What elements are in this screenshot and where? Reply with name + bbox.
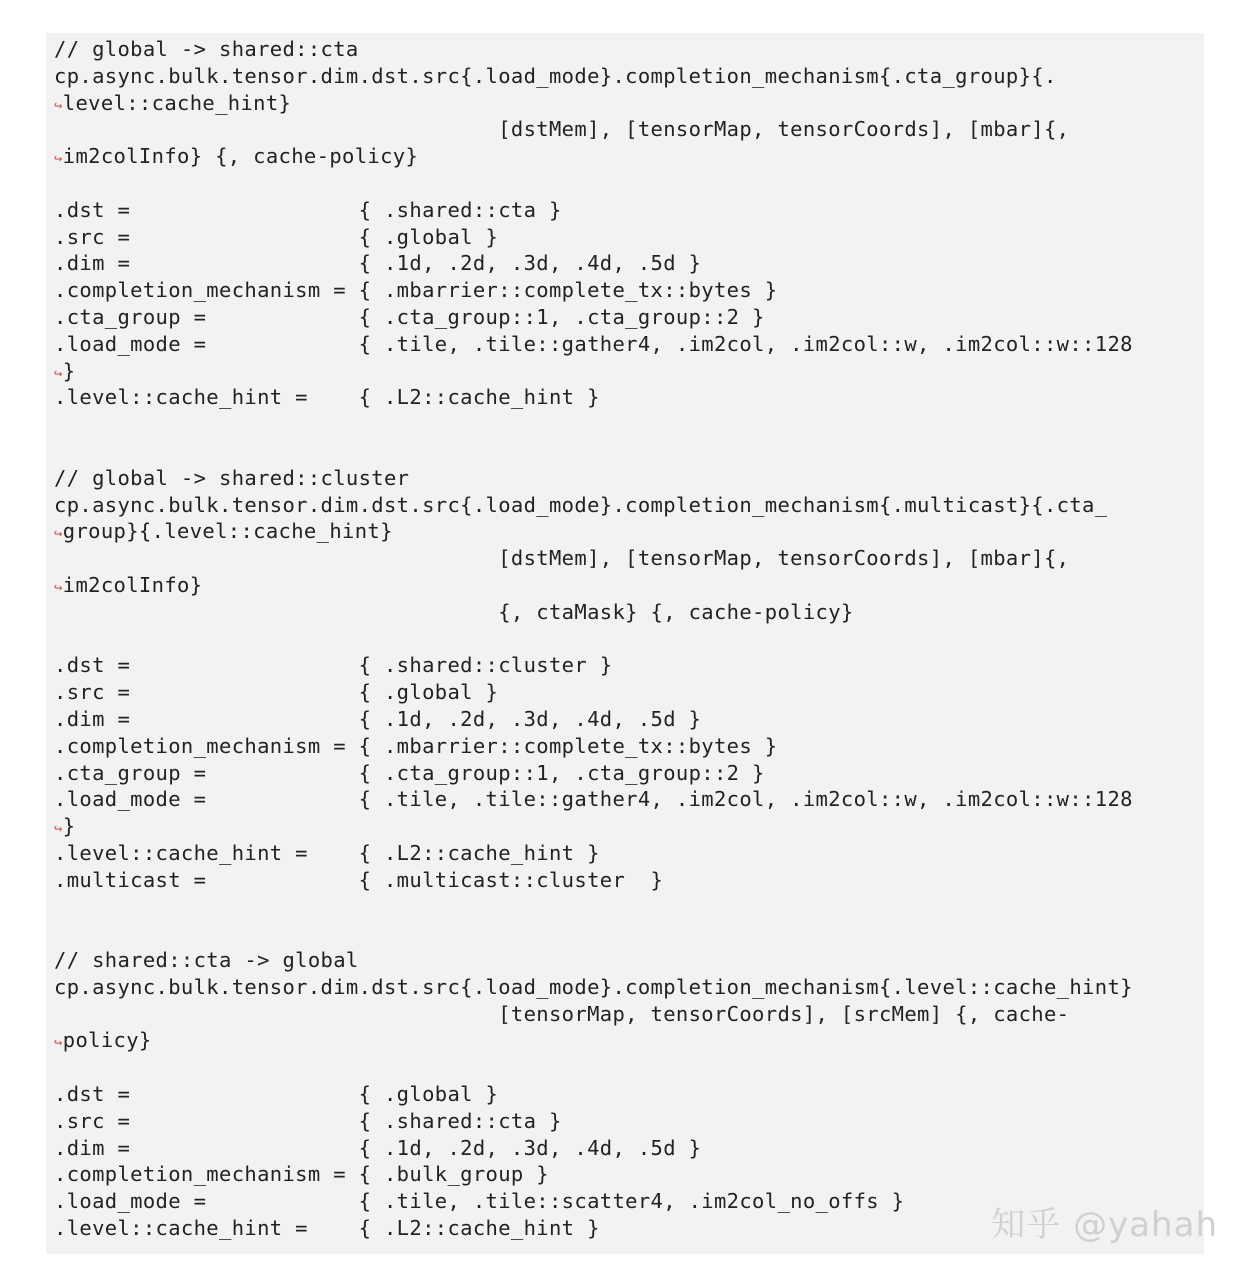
code-line	[54, 706, 1204, 733]
code-line	[54, 894, 1204, 921]
code-line	[54, 116, 1204, 143]
line-wrap-arrow-icon: ↪	[54, 365, 63, 382]
code-line-text: im2colInfo} {, cache-policy}	[62, 144, 419, 169]
code-line-text: policy}	[62, 1028, 152, 1053]
code-line-text: .completion_mechanism = { .mbarrier::complete_tx::bytes }	[54, 278, 778, 303]
code-line-text: level::cache_hint}	[62, 90, 292, 115]
code-line-text: cp.async.bulk.tensor.dim.dst.src{.load_mode}.completion_mechanism{.cta_group}{.	[54, 63, 1057, 88]
code-line	[54, 679, 1204, 706]
code-line-text: .load_mode = { .tile, .tile::gather4, .im2col, .im2col::w, .im2col::w::128	[54, 331, 1133, 356]
code-line	[54, 1135, 1204, 1162]
code-line	[54, 974, 1204, 1001]
code-line	[54, 331, 1204, 358]
code-line	[54, 947, 1204, 974]
code-line-text: .multicast = { .multicast::cluster }	[54, 867, 664, 892]
code-line-text: .dst = { .global }	[54, 1082, 499, 1107]
code-line-text: .dim = { .1d, .2d, .3d, .4d, .5d }	[54, 706, 702, 731]
code-line	[54, 170, 1204, 197]
code-line-text: .dst = { .shared::cluster }	[54, 653, 613, 678]
code-line	[54, 358, 1204, 385]
code-line	[54, 599, 1204, 626]
code-line-text: .level::cache_hint = { .L2::cache_hint }	[54, 385, 600, 410]
code-line	[54, 224, 1204, 251]
code-line	[54, 545, 1204, 572]
code-line	[54, 250, 1204, 277]
code-line-text: .dim = { .1d, .2d, .3d, .4d, .5d }	[54, 1135, 702, 1160]
code-line	[54, 465, 1204, 492]
code-line	[54, 920, 1204, 947]
code-line-text: // global -> shared::cluster	[54, 465, 410, 490]
code-line-text: .src = { .shared::cta }	[54, 1108, 562, 1133]
code-line-text: .dst = { .shared::cta }	[54, 197, 562, 222]
code-line-text: .cta_group = { .cta_group::1, .cta_group::2 }	[54, 760, 765, 785]
code-line	[54, 813, 1204, 840]
code-line	[54, 143, 1204, 170]
code-line-text: group}{.level::cache_hint}	[62, 519, 393, 544]
code-line-text: .load_mode = { .tile, .tile::gather4, .im2col, .im2col::w, .im2col::w::128	[54, 787, 1133, 812]
code-line	[54, 277, 1204, 304]
code-line-text: .completion_mechanism = { .bulk_group }	[54, 1162, 549, 1187]
code-line	[54, 1161, 1204, 1188]
line-wrap-arrow-icon: ↪	[54, 821, 63, 838]
code-line	[54, 840, 1204, 867]
code-line	[54, 760, 1204, 787]
code-line	[54, 384, 1204, 411]
line-wrap-arrow-icon: ↪	[54, 151, 63, 168]
code-line-text: [tensorMap, tensorCoords], [srcMem] {, cache-	[54, 1001, 1070, 1026]
code-line-text: .src = { .global }	[54, 680, 499, 705]
code-line	[54, 411, 1204, 438]
code-line	[54, 438, 1204, 465]
code-line	[54, 626, 1204, 653]
code-line	[54, 1001, 1204, 1028]
line-wrap-arrow-icon: ↪	[54, 579, 63, 596]
code-line	[54, 786, 1204, 813]
code-line	[54, 572, 1204, 599]
code-line-text: [dstMem], [tensorMap, tensorCoords], [mbar]{,	[54, 546, 1070, 571]
code-line-text: }	[62, 814, 76, 839]
code-line	[54, 733, 1204, 760]
line-wrap-arrow-icon: ↪	[54, 97, 63, 114]
code-line-text: .load_mode = { .tile, .tile::scatter4, .im2col_no_offs }	[54, 1189, 905, 1214]
code-line-text: cp.async.bulk.tensor.dim.dst.src{.load_mode}.completion_mechanism{.level::cache_hint}	[54, 974, 1133, 999]
code-line-text: // global -> shared::cta	[54, 37, 359, 61]
line-wrap-arrow-icon: ↪	[54, 526, 63, 543]
code-line-text: .completion_mechanism = { .mbarrier::complete_tx::bytes }	[54, 733, 778, 758]
watermark: 知乎 @yahah	[991, 1205, 1218, 1245]
code-line-text: .dim = { .1d, .2d, .3d, .4d, .5d }	[54, 251, 702, 276]
code-line	[54, 304, 1204, 331]
code-line-text: cp.async.bulk.tensor.dim.dst.src{.load_mode}.completion_mechanism{.multicast}{.cta_	[54, 492, 1108, 517]
code-line	[54, 1027, 1204, 1054]
code-line-text: .src = { .global }	[54, 224, 499, 249]
line-wrap-arrow-icon: ↪	[54, 1035, 63, 1052]
code-line	[54, 63, 1204, 90]
code-block	[46, 33, 1204, 1254]
code-line-text: .cta_group = { .cta_group::1, .cta_group::2 }	[54, 304, 765, 329]
code-line-text: // shared::cta -> global	[54, 948, 359, 973]
code-line-text: .level::cache_hint = { .L2::cache_hint }	[54, 1216, 600, 1241]
code-line	[54, 36, 1204, 63]
code-line	[54, 652, 1204, 679]
code-line	[54, 492, 1204, 519]
code-line	[54, 867, 1204, 894]
code-line-text: [dstMem], [tensorMap, tensorCoords], [mbar]{,	[54, 117, 1070, 142]
code-line-text: .level::cache_hint = { .L2::cache_hint }	[54, 840, 600, 865]
code-line	[54, 518, 1204, 545]
code-line-text: {, ctaMask} {, cache-policy}	[54, 599, 854, 624]
code-line	[54, 1081, 1204, 1108]
code-line	[54, 1054, 1204, 1081]
code-line-text: im2colInfo}	[62, 572, 203, 597]
code-line	[54, 197, 1204, 224]
code-line	[54, 1108, 1204, 1135]
code-line-text: }	[62, 358, 76, 383]
code-line	[54, 90, 1204, 117]
code-listing	[46, 33, 1204, 1242]
